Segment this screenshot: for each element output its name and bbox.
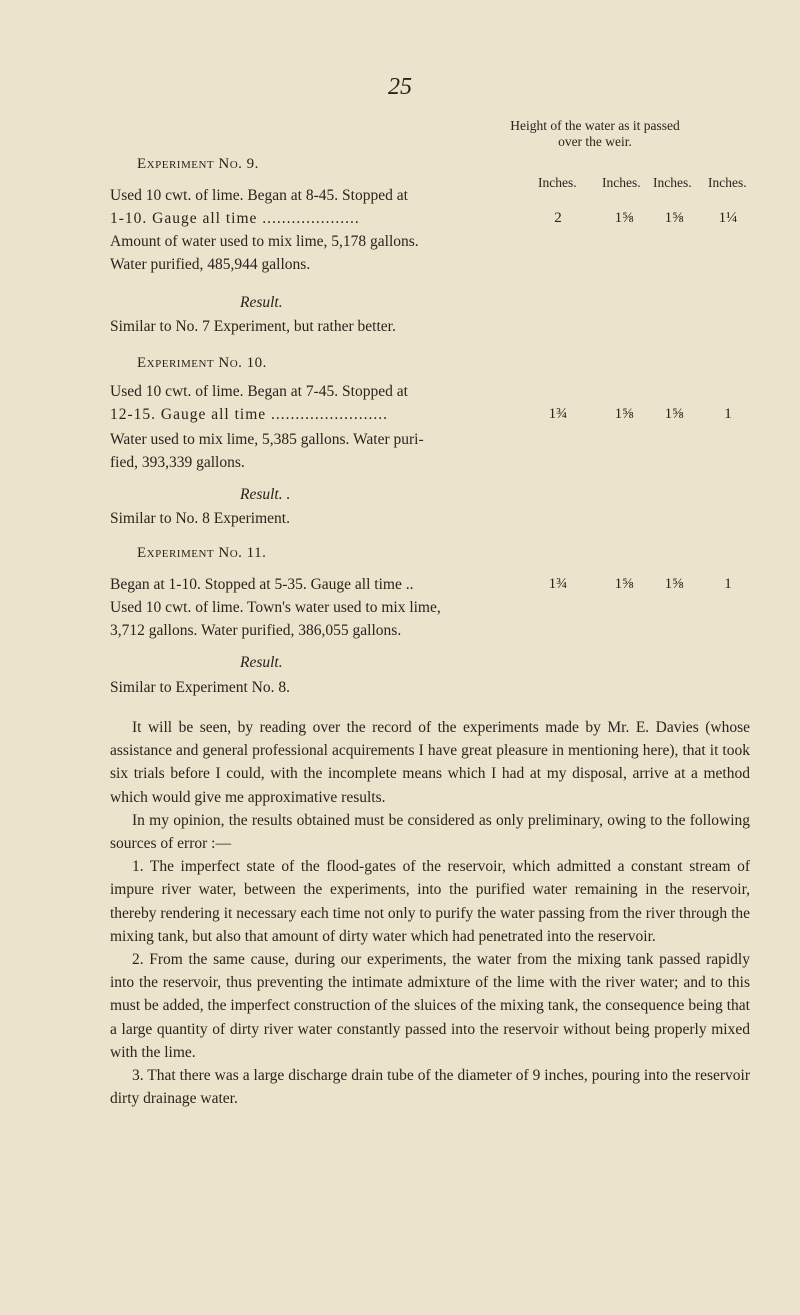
experiment-11-result-heading: Result. (240, 654, 283, 671)
experiment-9-line3: Amount of water used to mix lime, 5,178 gallons. (110, 233, 419, 250)
experiment-11-value-4: 1 (724, 576, 732, 592)
experiment-9-title: Experiment No. 9. (137, 156, 259, 172)
experiment-10-line2: 12-15. Gauge all time ........................ (110, 406, 389, 423)
experiment-10-value-2: 1⅝ (614, 406, 634, 422)
list-item-3: 3. That there was a large discharge drain tube of the diameter of 9 inches, pouring into the reservoir dirty drainage water. (110, 1067, 750, 1108)
experiment-10-value-4: 1 (724, 406, 732, 422)
page-number: 25 (388, 74, 412, 100)
unit-col-3: Inches. (653, 175, 692, 190)
experiment-9-value-2: 1⅝ (614, 210, 634, 226)
experiment-9-value-3: 1⅝ (664, 210, 684, 226)
experiment-10-result-text: Similar to No. 8 Experiment. (110, 510, 290, 527)
experiment-11-line2: Used 10 cwt. of lime. Town's water used to mix lime, (110, 599, 441, 616)
experiment-10-title: Experiment No. 10. (137, 355, 267, 371)
experiment-9-value-4: 1¼ (718, 210, 738, 226)
column-caption-line2: over the weir. (558, 134, 632, 149)
experiment-9-line1: Used 10 cwt. of lime. Began at 8-45. Stopped at (110, 187, 408, 204)
experiment-11-value-3: 1⅝ (664, 576, 684, 592)
column-caption-line1: Height of the water as it passed (510, 118, 680, 133)
experiment-9-result-heading: Result. (240, 294, 283, 311)
experiment-11-line3: 3,712 gallons. Water purified, 386,055 gallons. (110, 622, 402, 639)
experiment-11-line1: Began at 1-10. Stopped at 5-35. Gauge all time .. (110, 576, 414, 593)
experiment-11-title: Experiment No. 11. (137, 545, 267, 561)
experiment-10-line4: fied, 393,339 gallons. (110, 454, 245, 471)
unit-col-1: Inches. (538, 175, 577, 190)
paragraph-1: It will be seen, by reading over the record of the experiments made by Mr. E. Davies (whose assistance and general professional acquirements I have great pleasure in mentioning here), that it took six trials before I could, with the incomplete means which I had at my disposal, arrive at a method which would give me approximative results. (110, 719, 750, 806)
list-item-2: 2. From the same cause, during our experiments, the water from the mixing tank passed rapidly into the reservoir, thus preventing the intimate admixture of the lime with the river water; and to this must be added, the imperfect construction of the sluices of the mixing tank, the consequence being that a large quantity of dirty river water constantly passed into the reservoir without being properly mixed with the lime. (110, 951, 750, 1061)
experiment-10-result-heading: Result. . (240, 486, 291, 503)
list-item-1: 1. The imperfect state of the flood-gates of the reservoir, which admitted a constant stream of impure river water, between the experiments, into the purified water remaining in the reservoir, thereby rendering it necessary each time not only to purify the water passing from the river through the mixing tank, but also that amount of dirty water which had penetrated into the reservoir. (110, 858, 750, 945)
paragraph-2: In my opinion, the results obtained must be considered as only preliminary, owing to the following sources of error :— (110, 811, 750, 853)
experiment-10-line1: Used 10 cwt. of lime. Began at 7-45. Stopped at (110, 383, 408, 400)
body-text (110, 716, 750, 1110)
experiment-11-value-1: 1¾ (548, 576, 568, 592)
experiment-9-result-text: Similar to No. 7 Experiment, but rather better. (110, 318, 396, 335)
experiment-11-value-2: 1⅝ (614, 576, 634, 592)
unit-col-4: Inches. (708, 175, 747, 190)
experiment-11-result-text: Similar to Experiment No. 8. (110, 679, 290, 696)
experiment-9-line4: Water purified, 485,944 gallons. (110, 256, 311, 273)
experiment-9-value-1: 2 (554, 210, 562, 226)
experiment-9-line2: 1-10. Gauge all time .................... (110, 210, 360, 227)
experiment-10-value-3: 1⅝ (664, 406, 684, 422)
unit-col-2: Inches. (602, 175, 641, 190)
experiment-10-value-1: 1¾ (548, 406, 568, 422)
experiment-10-line3: Water used to mix lime, 5,385 gallons. Water puri- (110, 431, 424, 448)
